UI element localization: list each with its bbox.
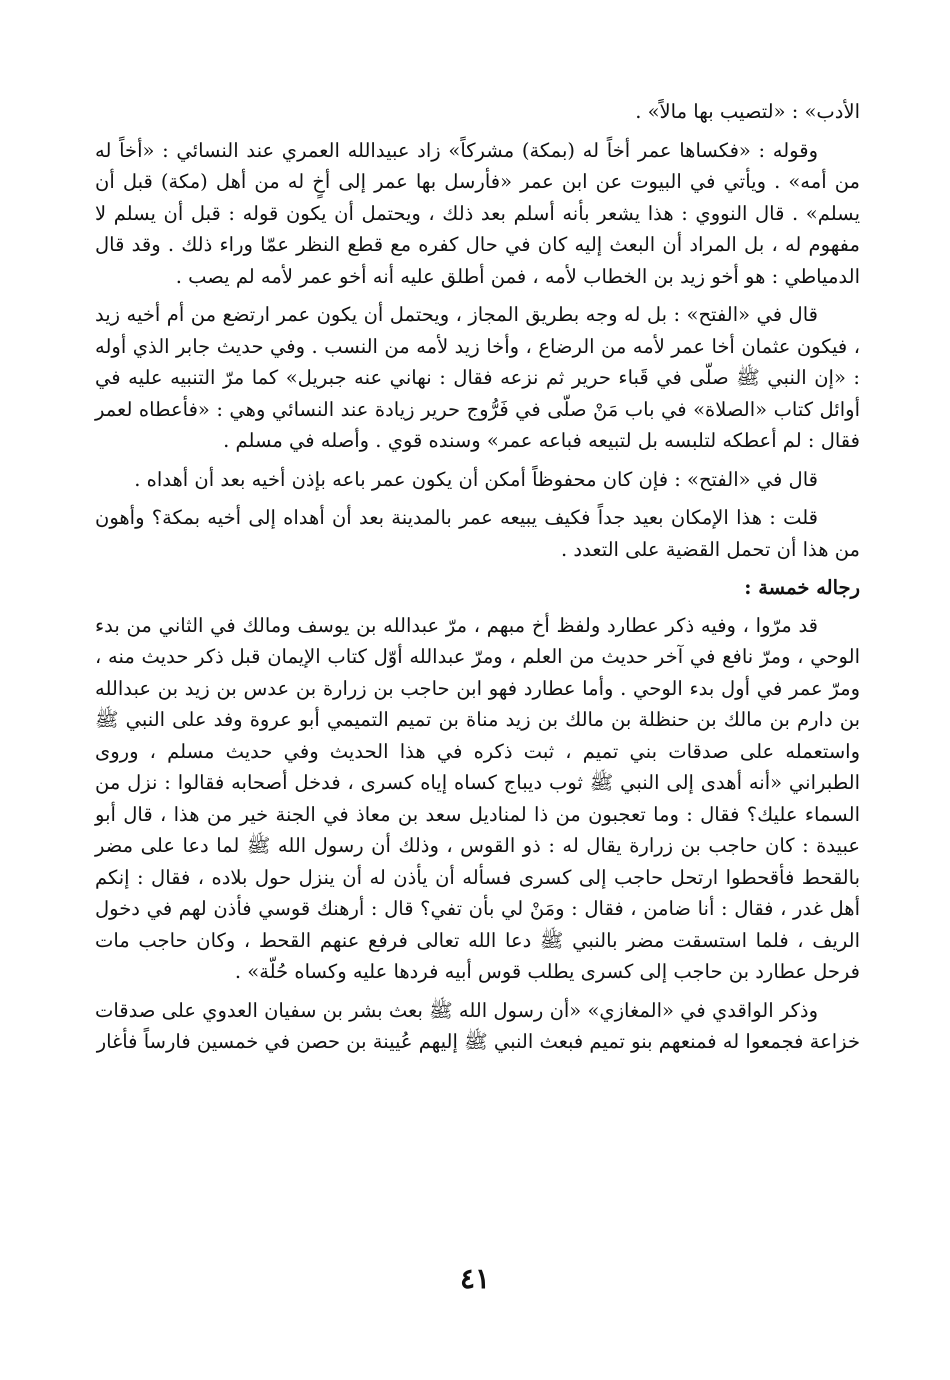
paragraph-7: وذكر الواقدي في «المغازي» «أن رسول الله ﷺ بعث بشر بن سفيان العدوي على صدقات خزاعة فجمعوا له فمنعهم بنو تميم فبعث النبي ﷺ إليهم عُيينة بن حصن في خمسين فارساً فأغار — [95, 998, 860, 1053]
page-number: ٤١ — [459, 1262, 491, 1295]
paragraph-1: الأدب» : «لتصيب بها مالاً» . — [635, 100, 860, 123]
section-heading: رجاله خمسة : — [744, 576, 860, 599]
paragraph-2: وقوله : «فكساها عمر أخاً له (بمكة) مشركاً» زاد عبيدالله العمري عند النسائي : «أخاً له من أمه» . ويأتي في البيوت عن ابن عمر «فأرسل بها عمر إلى أخٍ له من أهل (مكة) قبل أن يسلم» . قال النووي : هذا يشعر بأنه أسلم بعد ذلك ، ويحتمل أن يكون قوله : قبل أن يسلم لا مفهوم له ، بل المراد أن البعث إليه كان في حال كفره مع قطع النظر عمّا وراء ذلك . وقد قال الدمياطي : هو أخو زيد بن الخطاب لأمه ، فمن أطلق عليه أنه أخو عمر لأمه لم يصب . — [95, 138, 860, 288]
paragraph-4: قال في «الفتح» : فإن كان محفوظاً أمكن أن يكون عمر باعه بإذن أخيه بعد أن أهداه . — [134, 467, 818, 491]
paragraph-6: قد مرّوا ، وفيه ذكر عطارد ولفظ أخ مبهم ، مرّ عبدالله بن يوسف ومالك في الثاني من بدء الوحي ، ومرّ نافع في آخر حديث من العلم ، ومرّ عبدالله أوّل كتاب الإيمان قبل ذكر حديث منه ، ومرّ عمر في أول بدء الوحي . وأما عطارد فهو ابن حاجب بن زرارة بن عدس بن زيد بن عبدالله بن دارم بن مالك بن حنظلة بن مالك بن زيد مناة بن تميم التميمي أبو عروة وفد على النبي ﷺ واستعمله على صدقات بني تميم ، ثبت ذكره في هذا الحديث وفي حديث مسلم ، وروى الطبراني «أنه أهدى إلى النبي ﷺ ثوب ديباج كساه إياه كسرى ، فدخل أصحابه فقالوا : نزل من السماء عليك؟ فقال : وما تعجبون من ذا لمناديل سعد بن معاذ في الجنة خير من هذا ، قال أبو عبيدة : كان حاجب بن زرارة يقال له : ذو القوس ، وذلك أن رسول الله ﷺ لما دعا على مضر بالقحط فأقحطوا ارتحل حاجب إلى كسرى فسأله أن يأذن له أن ينزل حول بلاده ، فقال : إنكم أهل غدر ، فقال : أنا ضامن ، فقال : ومَنْ لي بأن تفي؟ قال : أرهنك قوسي فأذن لهم في دخول الريف ، فلما استسقت مضر بالنبي ﷺ دعا الله تعالى فرفع عنهم القحط ، وكان حاجب مات فرحل عطارد بن حاجب إلى كسرى يطلب قوس أبيه فردها عليه وكساه حُلّة» . — [95, 613, 860, 983]
paragraph-3: قال في «الفتح» : بل له وجه بطريق المجاز ، ويحتمل أن يكون عمر ارتضع من أم أخيه زيد ، فيكون عثمان أخا عمر لأمه من الرضاع ، وأخا زيد لأمه من النسب . وفي حديث جابر الذي أوله : «إن النبي ﷺ صلّى في قَباء حرير ثم نزعه فقال : نهاني عنه جبريل» كما مرّ التنبيه عليه في أوائل كتاب «الصلاة» في باب مَنْ صلّى في فَرُّوج حرير زيادة عند النسائي وهي : «فأعطاه لعمر فقال : لم أعطكه لتلبسه بل لتبيعه فباعه عمر» وسنده قوي . وأصله في مسلم . — [95, 303, 860, 452]
paragraph-5: قلت : هذا الإمكان بعيد جداً فكيف يبيعه عمر بالمدينة بعد أن أهداه إلى أخيه بمكة؟ وأهون من هذا أن تحمل القضية على التعدد . — [95, 506, 860, 561]
body-text — [95, 96, 860, 1065]
